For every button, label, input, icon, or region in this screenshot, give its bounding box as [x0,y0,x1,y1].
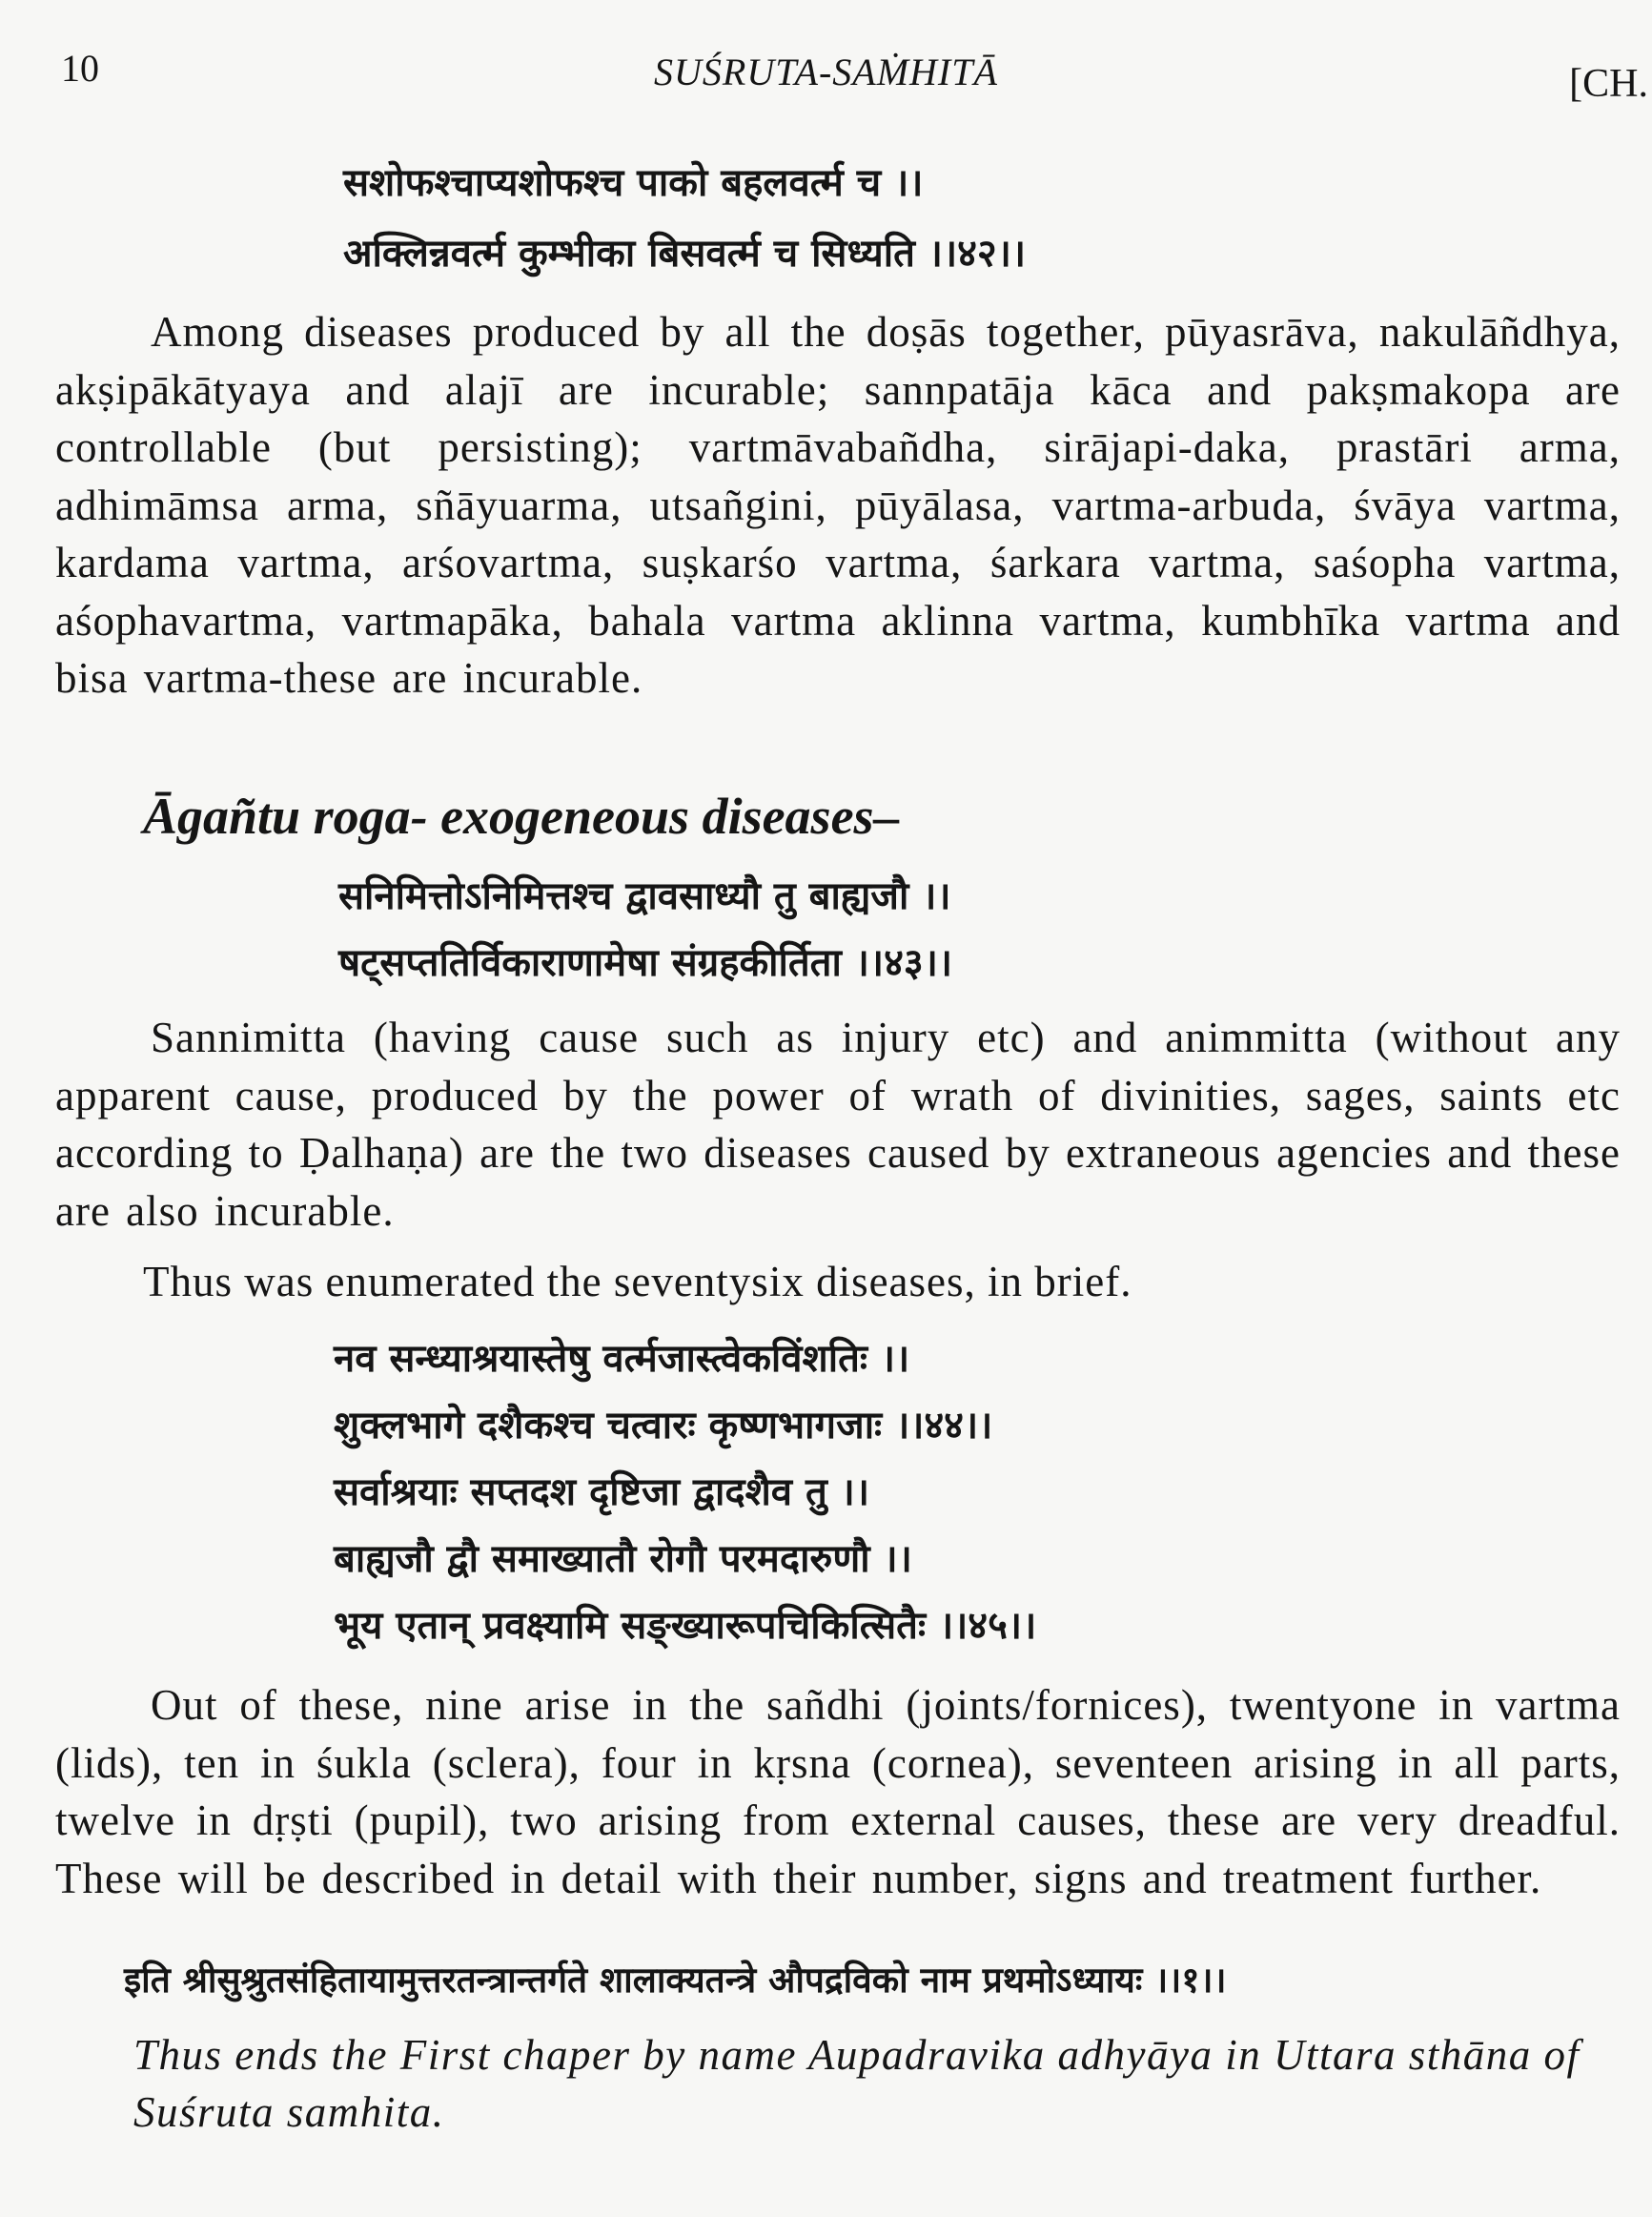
paragraph-incurable-doshas [55,303,1621,708]
paragraph-exogenous [55,1009,1621,1240]
closing-statement: Thus ends the First chaper by name Aupadravika adhyāya in Uttara sthāna of Suśruta samhita. [133,2031,1581,2136]
verse-44-line-2: शुक्लभागे दशैकश्च चत्वारः कृष्णभागजाः ।।४४।। [334,1404,993,1447]
verse-44-line-1: नव सन्ध्याश्रयास्तेषु वर्त्मजास्त्वेकविंशतिः ।। [334,1337,910,1381]
verse-43-line-1: सनिमित्तोऽनिमित्तश्च द्वावसाध्यौ तु बाह्यजौ ।। [338,874,951,918]
paragraph-text: Out of these, nine arise in the sañdhi (joints/fornices), twentyone in vartma (lids), ten in śukla (sclera), four in kṛsna (cornea), seventeen arising in all parts, twelve in dṛṣti (pupil), two arising from external causes, these are very dreadful. These will be described in detail with their number, signs and treatment further. [55,1681,1621,1902]
sanskrit-colophon: इति श्रीसुश्रुतसंहितायामुत्तरतन्त्रान्तर्गते शालाक्यतन्त्रे औपद्रविको नाम प्रथमोऽध्यायः ।।१।। [124,1960,1227,2001]
verse-42-line-1: सशोफश्चाप्यशोफश्च पाको बहलवर्त्म च ।। [343,161,924,205]
paragraph-distribution [55,1676,1621,1907]
verse-45-line-2: बाह्यजौ द्वौ समाख्यातौ रोगौ परमदारुणौ ।। [334,1537,912,1581]
verse-43-line-2: षट्सप्ततिर्विकाराणामेषा संग्रहकीर्तिता ।।४३।। [338,941,953,985]
paragraph-text: Among diseases produced by all the doṣās together, pūyasrāva, nakulāñdhya, akṣipākātyaya and alajī are incurable; sannpatāja kāca and pakṣmakopa are controllable (but persisting); vartmāvabañdha, sirājapi-daka, prastāri arma, adhimāmsa arma, sñāyuarma, utsañgini, pūyālasa, vartma-arbuda, śvāya vartma, kardama vartma, arśovartma, suṣkarśo vartma, śarkara vartma, saśopha vartma, aśophavartma, vartmapāka, bahala vartma aklinna vartma, kumbhīka vartma and bisa vartma-these are incurable. [55,308,1621,702]
paragraph-summary: Thus was enumerated the seventysix diseases, in brief. [143,1258,1132,1305]
paragraph-text: Sannimitta (having cause such as injury etc) and animmitta (without any apparent cause, produced by the power of wrath of divinities, sages, saints etc according to Ḍalhaṇa) are the two diseases caused by extraneous agencies and these are also incurable. [55,1014,1621,1235]
verse-45-line-3: भूय एतान् प्रवक्ष्यामि सङ्ख्यारूपचिकित्सितैः ।।४५।। [334,1604,1037,1648]
verse-42-line-2: अक्लिन्नवर्त्म कुम्भीका बिसवर्त्म च सिध्यति ।।४२।। [343,232,1027,276]
chapter-mark: [CH. [1569,62,1648,106]
running-title: SUŚRUTA-SAṀHITĀ [654,51,998,93]
verse-45-line-1: सर्वाश्रयाः सप्तदश दृष्टिजा द्वादशैव तु ।। [334,1470,869,1514]
page-number: 10 [61,47,99,90]
section-heading: Āgañtu roga- exogeneous diseases– [143,788,900,845]
